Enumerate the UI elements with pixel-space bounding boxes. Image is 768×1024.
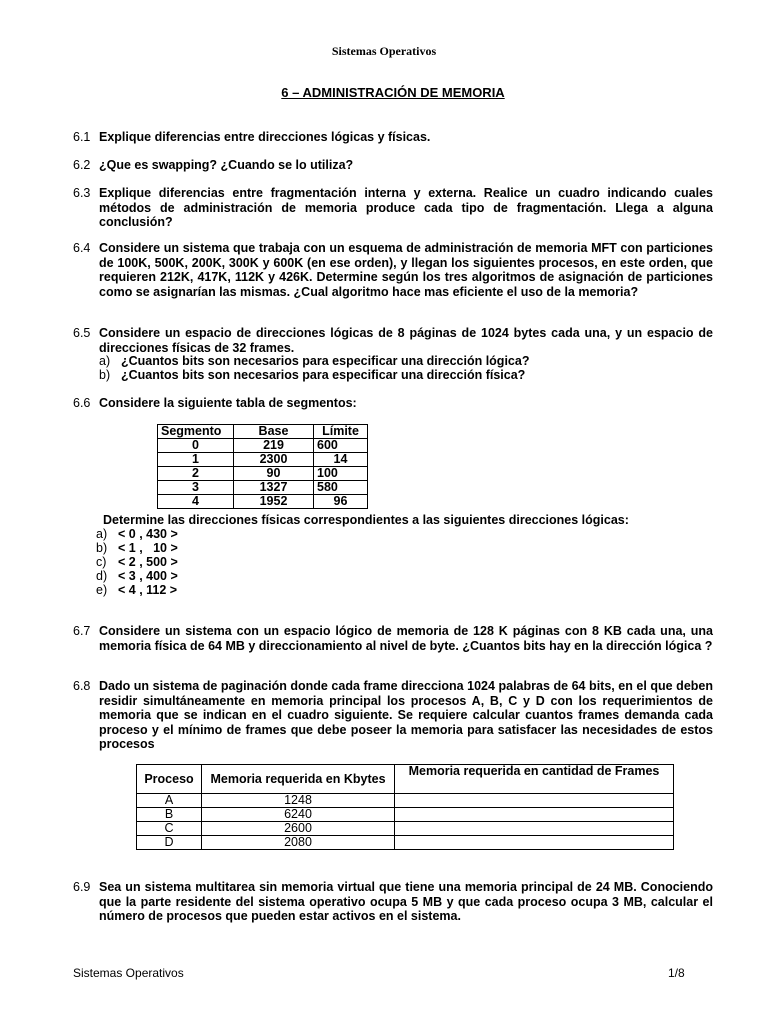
question-text: ¿Que es swapping? ¿Cuando se lo utiliza? [99,158,354,172]
table-row: D 2080 [137,836,674,850]
table-header-row [158,425,368,439]
table-row: 1 2300 14 [158,453,368,467]
page-header: Sistemas Operativos [331,44,437,58]
question-6-1 [73,130,713,145]
question-number: 6.2 [73,158,91,172]
page-title: 6 – ADMINISTRACIÓN DE MEMORIA [281,85,505,100]
column-header: Memoria requerida en cantidad de Frames [395,765,674,794]
question-text: Considere la siguiente tabla de segmentos: [99,396,357,410]
table-row: 4 1952 96 [158,495,368,509]
list-item: c) < 2 , 500 > [96,555,178,569]
question-6-7 [73,624,713,653]
process-table [136,764,674,850]
question-text: Considere un sistema que trabaja con un esquema de administración de memoria MFT con particiones de 100K, 500K, 200K, 300K y 600K (en ese orden), y llegan los siguientes procesos, en este orden, que requieren 212K, 417K, 112K y 426K. Determine según los tres algoritmos de asignación de particiones como se asignarían las mismas. ¿Cual algoritmo hace mas eficiente el uso de la memoria? [99,241,713,299]
question-text: Explique diferencias entre fragmentación interna y externa. Realice un cuadro indicando cuales métodos de administración de memoria produce cada tipo de fragmentación. Llega a alguna conclusión? [99,186,713,229]
segment-table [157,424,368,509]
question-text: Considere un espacio de direcciones lógicas de 8 páginas de 1024 bytes cada una, y un espacio de direcciones físicas de 32 frames. [99,326,713,355]
list-item: a) ¿Cuantos bits son necesarios para especificar una dirección lógica? [99,354,530,368]
question-number: 6.7 [73,624,91,638]
question-6-6 [73,396,713,411]
table-row: 2 90 100 [158,467,368,481]
table-row: C 2600 [137,822,674,836]
question-6-9 [73,880,713,924]
table-row: A 1248 [137,794,674,808]
question-6-8 [73,679,713,752]
table-row: 0 219 600 [158,439,368,453]
page-number: 1/8 [668,966,685,980]
list-item: e) < 4 , 112 > [96,583,178,597]
question-text: Explique diferencias entre direcciones lógicas y físicas. [99,130,431,144]
question-6-3 [73,186,713,230]
question-number: 6.6 [73,396,91,410]
question-followup: Determine las direcciones físicas correspondientes a las siguientes direcciones lógicas: [103,513,629,527]
question-number: 6.1 [73,130,91,144]
list-item: b) ¿Cuantos bits son necesarios para especificar una dirección física? [99,368,526,382]
table-header-row [137,765,674,794]
question-number: 6.8 [73,679,91,693]
column-header: Memoria requerida en Kbytes [202,765,395,794]
question-6-4 [73,241,713,299]
footer-title: Sistemas Operativos [73,966,184,980]
question-number: 6.4 [73,241,91,255]
question-number: 6.5 [73,326,91,340]
question-text: Dado un sistema de paginación donde cada frame direcciona 1024 palabras de 64 bits, en el que deben residir simultáneamente en memoria principal los procesos A, B, C y D con los requerimientos de memoria que se indican en el cuadro siguiente. Se requiere calcular cuantos frames demanda cada proceso y el mínimo de frames que debe poseer la memoria para satisfacer las necesidades de estos procesos [99,679,713,751]
list-item: a) < 0 , 430 > [96,527,178,541]
list-item: b) < 1 , 10 > [96,541,178,555]
column-header: Proceso [137,765,202,794]
column-header: Base [234,425,314,439]
question-6-2 [73,158,713,173]
question-text: Sea un sistema multitarea sin memoria virtual que tiene una memoria principal de 24 MB. Conociendo que la parte residente del sistema operativo ocupa 5 MB y que cada proceso ocupa 3 MB, calcular el número de procesos que pueden estar activos en el sistema. [99,880,713,923]
column-header: Segmento [158,425,234,439]
question-number: 6.9 [73,880,91,894]
table-row: B 6240 [137,808,674,822]
list-item: d) < 3 , 400 > [96,569,178,583]
question-number: 6.3 [73,186,91,200]
table-row: 3 1327 580 [158,481,368,495]
question-text: Considere un sistema con un espacio lógico de memoria de 128 K páginas con 8 KB cada una, una memoria física de 64 MB y direccionamiento al nivel de byte. ¿Cuantos bits hay en la dirección lógica ? [99,624,713,653]
question-6-5 [73,326,713,355]
column-header: Límite [314,425,368,439]
